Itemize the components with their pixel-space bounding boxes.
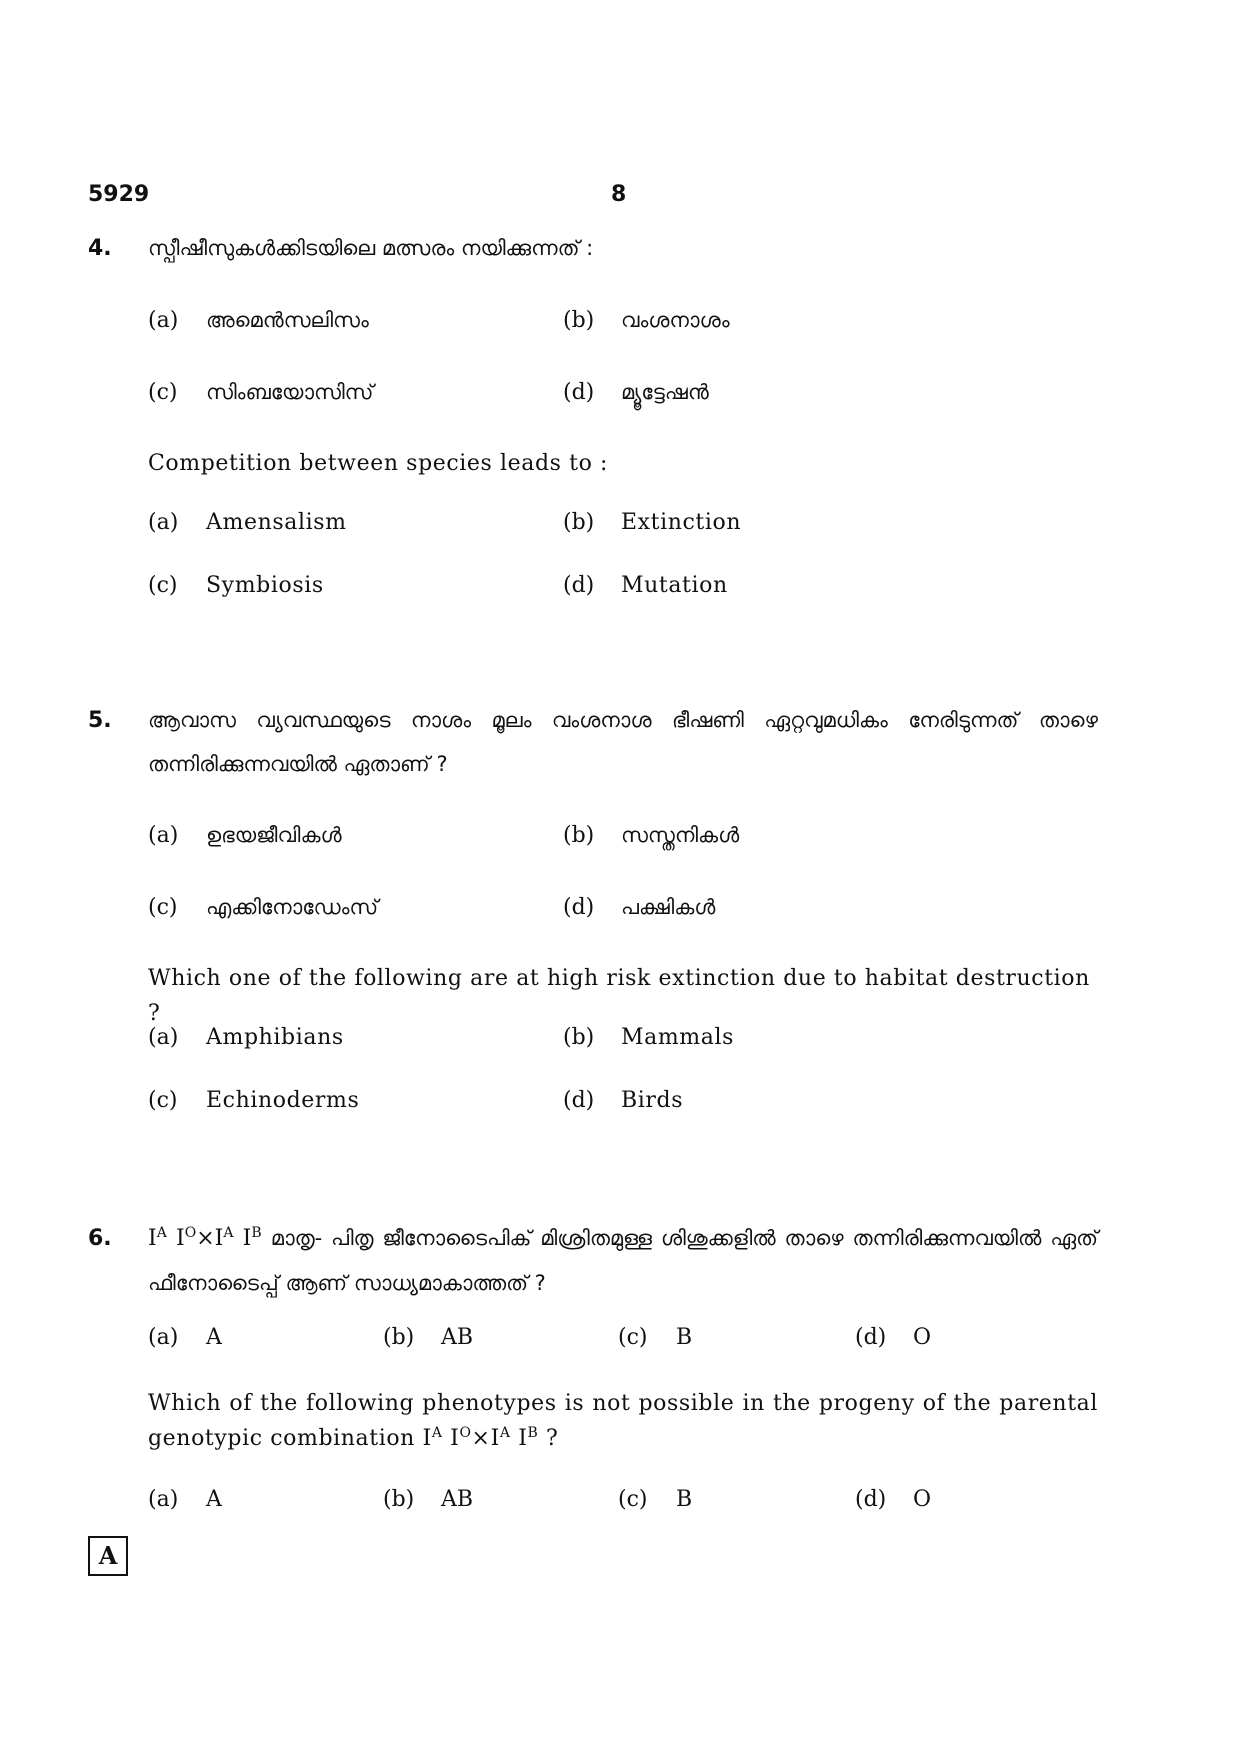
option-label: (b) — [563, 1025, 595, 1050]
option-text: Extinction — [621, 510, 742, 535]
option-d-malayalam — [563, 895, 715, 920]
option-text: O — [913, 1325, 932, 1350]
option-c-english — [148, 573, 324, 598]
option-d-malayalam — [563, 380, 709, 405]
option-d-english — [563, 573, 728, 598]
option-a-english — [148, 510, 347, 535]
option-a-english — [148, 1487, 222, 1512]
option-label: (b) — [563, 510, 595, 535]
option-d-malayalam — [855, 1325, 931, 1350]
option-label: (c) — [148, 895, 178, 920]
option-text: B — [676, 1325, 693, 1350]
option-label: (a) — [148, 823, 179, 848]
option-text: Amensalism — [206, 510, 347, 535]
option-c-english — [618, 1487, 692, 1512]
question-text-malayalam: ആവാസ വ്യവസ്ഥയുടെ നാശം മൂലം വംശനാശ ഭീഷണി ഏറ്റവുമധികം നേരിടുന്നത് താഴെ തന്നിരിക്കുന്നവയിൽ ഏതാണ് ? — [148, 708, 1098, 776]
option-label: (d) — [563, 1088, 595, 1113]
option-d-english — [855, 1487, 931, 1512]
option-text: Birds — [621, 1088, 684, 1113]
option-text: ഉഭയജീവികൾ — [206, 823, 342, 847]
option-b-malayalam — [383, 1325, 473, 1350]
option-text: പക്ഷികൾ — [621, 895, 716, 919]
option-a-malayalam — [148, 1325, 222, 1350]
option-label: (a) — [148, 1025, 179, 1050]
option-text: സിംബയോസിസ് — [206, 380, 374, 404]
option-label: (b) — [563, 308, 595, 333]
option-label: (c) — [148, 1088, 178, 1113]
option-text: O — [913, 1487, 932, 1512]
option-b-english — [563, 510, 741, 535]
option-c-malayalam — [148, 380, 373, 405]
option-label: (d) — [855, 1325, 887, 1350]
option-label: (c) — [148, 380, 178, 405]
option-text: Mammals — [621, 1025, 735, 1050]
option-label: (a) — [148, 510, 179, 535]
option-label: (d) — [563, 380, 595, 405]
option-label: (a) — [148, 308, 179, 333]
option-label: (b) — [563, 823, 595, 848]
question-number: 4. — [88, 236, 112, 261]
option-label: (c) — [148, 573, 178, 598]
option-b-english — [563, 1025, 734, 1050]
question-text-english: Competition between species leads to : — [148, 451, 609, 476]
option-text: Amphibians — [206, 1025, 344, 1050]
question-text-malayalam: സ്പീഷീസുകൾക്കിടയിലെ മത്സരം നയിക്കുന്നത് : — [148, 236, 594, 260]
option-label: (b) — [383, 1487, 415, 1512]
option-text: അമെൻസലിസം — [206, 308, 369, 332]
option-a-malayalam — [148, 823, 342, 848]
page-number: 8 — [611, 182, 627, 207]
option-c-malayalam — [148, 895, 378, 920]
option-a-english — [148, 1025, 344, 1050]
genotype-formula: $I^A$ $I^O\times I^A$ $I^B$ — [148, 1225, 262, 1251]
option-c-english — [148, 1088, 359, 1113]
option-text: Symbiosis — [206, 573, 324, 598]
option-text: A — [206, 1325, 222, 1350]
version-box: A — [88, 1536, 128, 1576]
option-label: (a) — [148, 1325, 179, 1350]
option-label: (d) — [563, 573, 595, 598]
genotype-formula: $I^A$ $I^O\times I^A$ $I^B$ — [422, 1425, 539, 1451]
question-number: 5. — [88, 708, 112, 733]
option-text: മ്യൂട്ടേഷൻ — [621, 380, 709, 404]
option-c-malayalam — [618, 1325, 692, 1350]
paper-code: 5929 — [88, 182, 150, 207]
option-label: (c) — [618, 1487, 648, 1512]
question-text-english: Which one of the following are at high risk extinction due to habitat destruction ? — [148, 966, 1090, 1026]
option-label: (d) — [855, 1487, 887, 1512]
option-label: (b) — [383, 1325, 415, 1350]
option-text: Echinoderms — [206, 1088, 360, 1113]
option-b-english — [383, 1487, 473, 1512]
question-text-rest: മാതൃ- പിതൃ ജീനോടൈപിക് മിശ്രിതമുള്ള ശിശുക്കളിൽ താഴെ തന്നിരിക്കുന്നവയിൽ ഏത് ഫീനോടൈപ്പ് ആണ് സാധ്യമാകാത്തത് ? — [148, 1226, 1098, 1295]
option-label: (c) — [618, 1325, 648, 1350]
option-text: B — [676, 1487, 693, 1512]
option-text: സസ്തനികൾ — [621, 823, 740, 847]
option-a-malayalam — [148, 308, 369, 333]
option-label: (a) — [148, 1487, 179, 1512]
question-text-malayalam — [148, 1216, 1098, 1306]
option-d-english — [563, 1088, 683, 1113]
option-text: Mutation — [621, 573, 728, 598]
option-text: A — [206, 1487, 222, 1512]
option-b-malayalam — [563, 823, 739, 848]
option-b-malayalam — [563, 308, 730, 333]
option-text: AB — [441, 1487, 474, 1512]
option-text: വംശനാശം — [621, 308, 730, 332]
option-text: എക്കിനോഡേംസ് — [206, 895, 379, 919]
option-text: AB — [441, 1325, 474, 1350]
option-label: (d) — [563, 895, 595, 920]
question-number: 6. — [88, 1226, 112, 1251]
question-text-english: Which of the following phenotypes is not possible in the progeny of the parental genotypic combination $I^A$ $I^O\times I^A$ $I^B$ ? — [148, 1391, 1098, 1451]
